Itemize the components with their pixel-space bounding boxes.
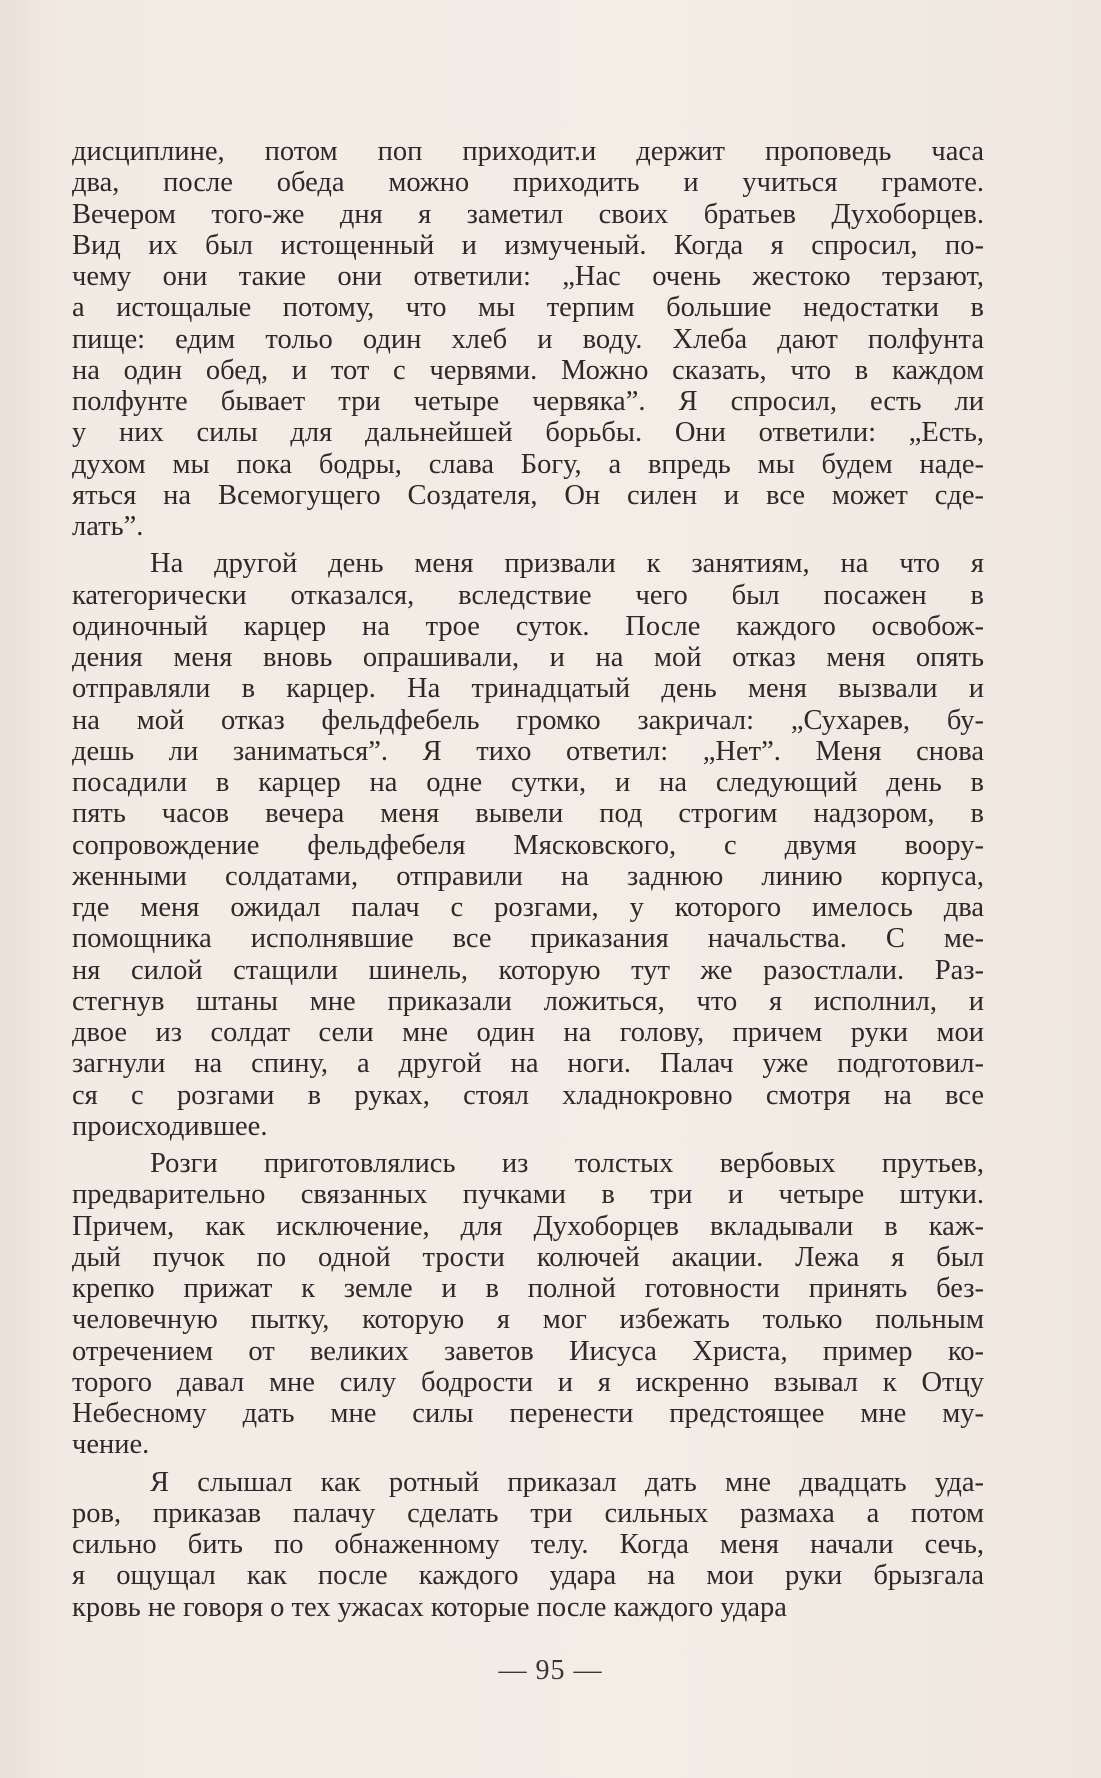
text-line: отправляли в карцер. На тринадцатый день меня вызвали и (72, 673, 984, 705)
text-line: лать”. (72, 511, 144, 542)
text-line: Я слышал как ротный приказал дать мне двадцать уда- (150, 1466, 984, 1498)
text-line: загнули на спину, а другой на ноги. Палач уже подготовил- (72, 1048, 984, 1080)
text-line: стегнув штаны мне приказали ложиться, что я исполнил, и (72, 985, 984, 1017)
text-line: Причем, как исключение, для Духоборцев вкладывали в каж- (72, 1210, 984, 1242)
text-line: На другой день меня призвали к занятиям, на что я (150, 548, 984, 580)
paragraph (72, 1467, 984, 1623)
text-line: ров, приказав палачу сделать три сильных размаха а потом (72, 1497, 984, 1529)
text-line: на мой отказ фельдфебель громко закричал: „Сухарев, бу- (72, 704, 984, 736)
text-line: дения меня вновь опрашивали, и на мой отказ меня опять (72, 642, 984, 673)
text-line: Розги приготовлялись из толстых вербовых прутьев, (150, 1148, 984, 1179)
text-line: категорически отказался, вследствие чего был посажен в (72, 579, 984, 611)
text-line: яться на Всемогущего Создателя, Он силен и все может сде- (72, 479, 984, 511)
text-line: отречением от великих заветов Иисуса Христа, пример ко- (72, 1335, 984, 1367)
text-line: ся с розгами в руках, стоял хладнокровно смотря на все (72, 1079, 984, 1111)
text-line: два, после обеда можно приходить и учиться грамоте. (72, 167, 984, 199)
text-line: полфунте бывает три четыре червяка”. Я спросил, есть ли (72, 386, 984, 417)
text-line: происходившее. (72, 1110, 268, 1142)
text-line: Небесному дать мне силы перенести предстоящее мне му- (72, 1398, 984, 1429)
text-line: крепко прижат к земле и в полной готовности принять без- (72, 1273, 984, 1304)
text-line: предварительно связанных пучками в три и четыре штуки. (72, 1179, 984, 1211)
text-line: кровь не говоря о тех ужасах которые после каждого удара (72, 1591, 787, 1623)
text-line: пище: едим тольо один хлеб и воду. Хлеба дают полфунта (72, 323, 984, 355)
text-line: а истощалые потому, что мы терпим большие недостатки в (72, 292, 984, 324)
text-line: я ощущал как после каждого удара на мои руки брызгала (72, 1560, 984, 1592)
paragraph (72, 136, 984, 542)
text-line: ня силой стащили шинель, которую тут же разостлали. Раз- (72, 954, 984, 986)
text-line: чему они такие они ответили: „Нас очень жестоко терзают, (72, 261, 984, 292)
page-number: — 95 — (498, 1655, 603, 1686)
text-line: где меня ожидал палач с розгами, у которого имелось два (72, 892, 984, 923)
text-line: чение. (72, 1429, 150, 1461)
text-line: женными солдатами, отправили на заднюю линию корпуса, (72, 860, 984, 892)
text-line: посадили в карцер на одне сутки, и на следующий день в (72, 767, 984, 798)
body-text (72, 136, 984, 1623)
text-line: Вид их был истощенный и измученый. Когда я спросил, по- (72, 229, 984, 261)
text-line: дисциплине, потом поп приходит.и держит проповедь часа (72, 136, 984, 167)
text-line: сопровождение фельдфебеля Мясковского, с двумя воору- (72, 829, 984, 861)
text-line: сильно бить по обнаженному телу. Когда меня начали сечь, (72, 1529, 984, 1560)
text-line: одиночный карцер на трое суток. После каждого освобож- (72, 610, 984, 642)
text-line: Вечером того-же дня я заметил своих братьев Духоборцев. (72, 198, 984, 230)
paragraph (72, 1148, 984, 1461)
text-line: двое из солдат сели мне один на голову, причем руки мои (72, 1017, 984, 1048)
text-line: торого давал мне силу бодрости и я искренно взывал к Отцу (72, 1366, 984, 1398)
text-line: у них силы для дальнейшей борьбы. Они ответили: „Есть, (72, 417, 984, 449)
text-line: пять часов вечера меня вывели под строгим надзором, в (72, 798, 984, 830)
text-line: дый пучок по одной трости колючей акации. Лежа я был (72, 1241, 984, 1273)
paragraph (72, 548, 984, 1142)
text-line: духом мы пока бодры, слава Богу, а впредь мы будем наде- (72, 448, 984, 480)
text-line: человечную пытку, которую я мог избежать только польным (72, 1304, 984, 1336)
text-line: дешь ли заниматься”. Я тихо ответил: „Нет”. Меня снова (72, 735, 984, 767)
text-line: помощника исполнявшие все приказания начальства. С ме- (72, 923, 984, 955)
text-line: на один обед, и тот с червями. Можно сказать, что в каждом (72, 354, 984, 386)
